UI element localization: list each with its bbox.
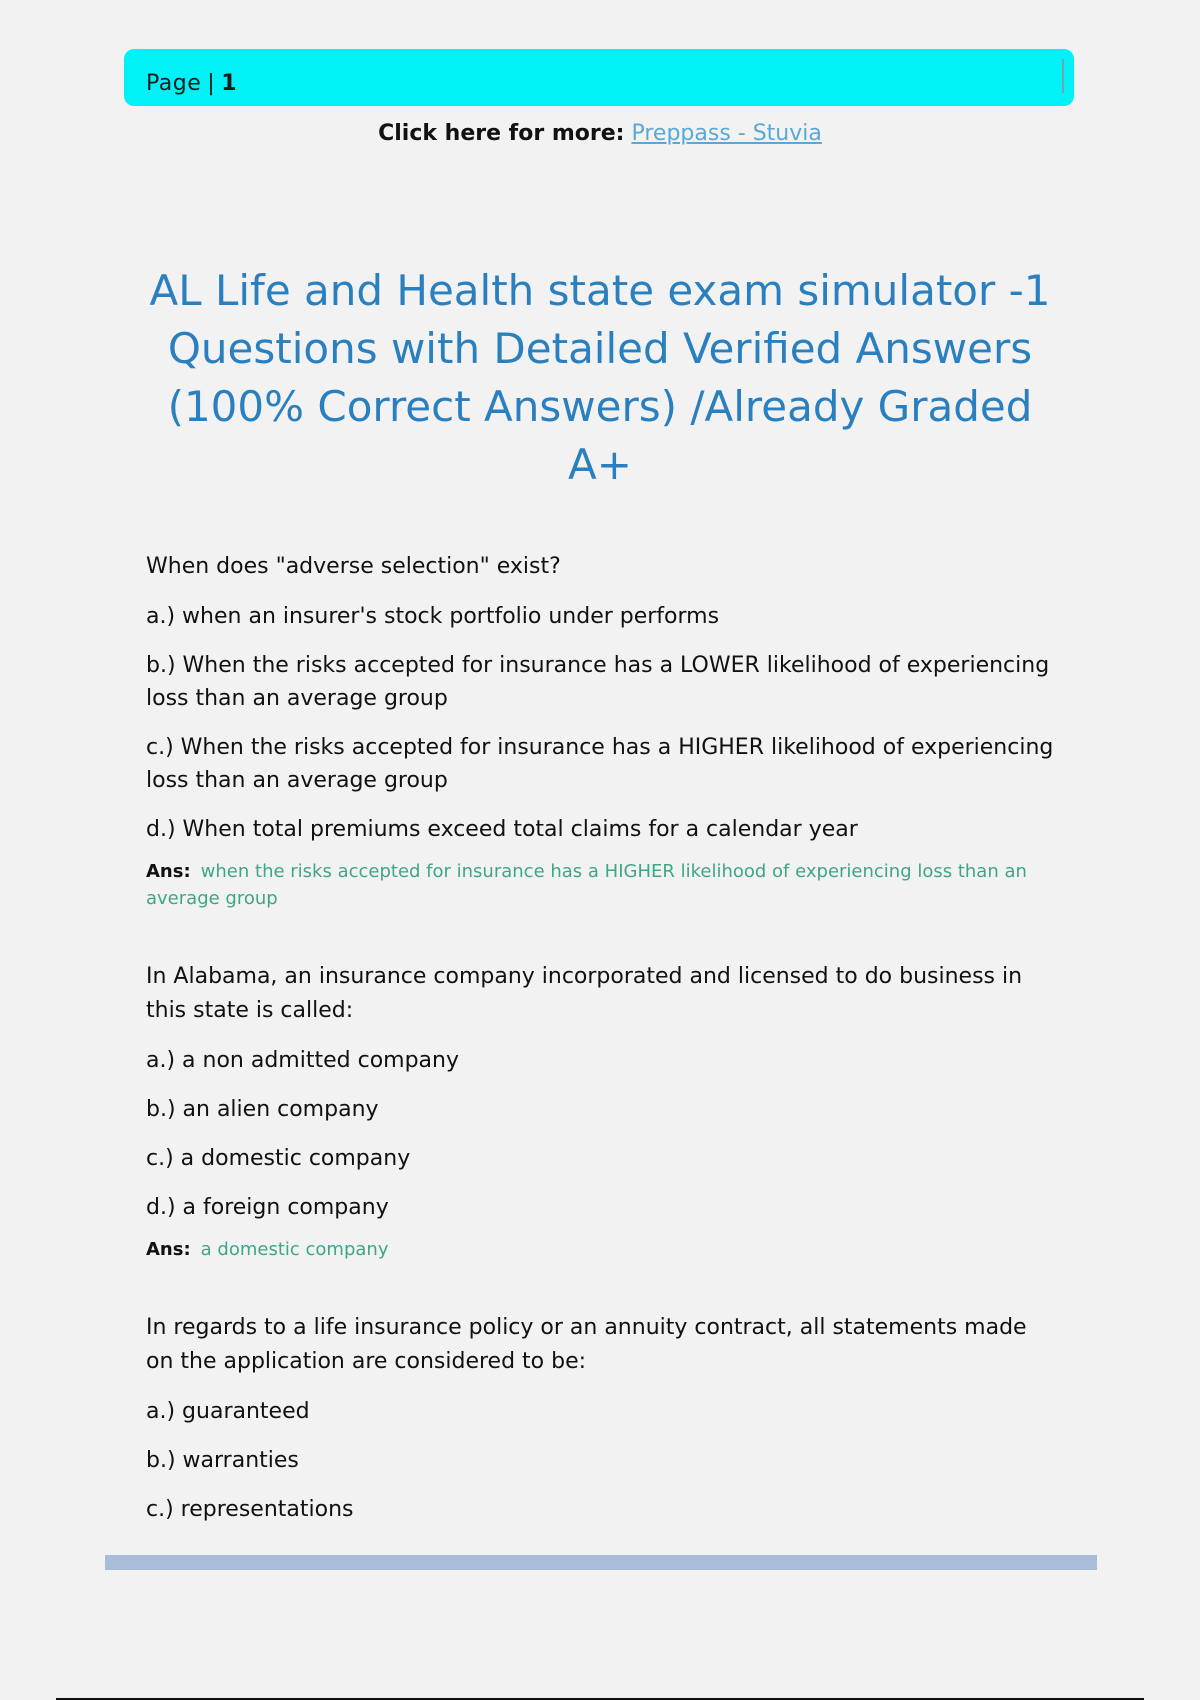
answer-option: c.) a domestic company — [146, 1146, 411, 1171]
answer-option: a.) a non admitted company — [146, 1048, 459, 1073]
question-text: In Alabama, an insurance company incorporated and licensed to do business in this state is called: — [146, 964, 1023, 1023]
answer-text: a domestic company — [200, 1239, 389, 1260]
answer-option: c.) representations — [146, 1497, 354, 1522]
answer-option: b.) When the risks accepted for insurance has a LOWER likelihood of experiencing loss than an average group — [146, 653, 1050, 711]
answer-option: a.) when an insurer's stock portfolio under performs — [146, 604, 720, 629]
answer-label: Ans: — [146, 1239, 191, 1260]
answer-option: b.) warranties — [146, 1448, 299, 1473]
answer-label: Ans: — [146, 861, 191, 882]
question-block — [146, 550, 1056, 912]
question-text: In regards to a life insurance policy or an annuity contract, all statements made on the application are considered to be: — [146, 1315, 1027, 1374]
more-label: Click here for more: — [378, 121, 625, 146]
answer-line — [146, 1236, 1056, 1263]
page-label: Page — [146, 71, 202, 96]
preppass-stuvia-link[interactable]: Preppass - Stuvia — [631, 121, 822, 146]
question-list — [146, 550, 1056, 1574]
answer-option: d.) When total premiums exceed total claims for a calendar year — [146, 817, 858, 842]
question-text: When does "adverse selection" exist? — [146, 554, 561, 579]
question-block — [146, 1311, 1056, 1526]
document-title: AL Life and Health state exam simulator -1 Questions with Detailed Verified Answers (100% Correct Answers) /Already Graded A+ — [149, 266, 1051, 489]
question-block — [146, 960, 1056, 1263]
answer-option: c.) When the risks accepted for insurance has a HIGHER likelihood of experiencing loss than an average group — [146, 735, 1054, 793]
answer-text: when the risks accepted for insurance has a HIGHER likelihood of experiencing loss than an average group — [146, 861, 1027, 909]
answer-option: b.) an alien company — [146, 1097, 379, 1122]
header-divider — [1062, 59, 1064, 93]
answer-line — [146, 858, 1056, 912]
page-number: 1 — [221, 71, 237, 96]
answer-option: d.) a foreign company — [146, 1195, 389, 1220]
page-separator: | — [207, 71, 216, 96]
page-indicator — [146, 71, 237, 96]
answer-option: a.) guaranteed — [146, 1399, 310, 1424]
more-link-line — [0, 121, 1200, 146]
page-header-bar — [124, 49, 1074, 106]
footer-bar — [105, 1555, 1097, 1570]
